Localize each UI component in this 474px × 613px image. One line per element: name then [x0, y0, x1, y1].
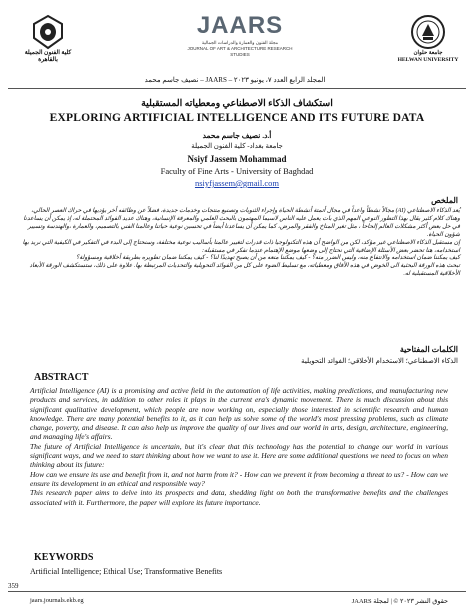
author-name-english: Nsiyf Jassem Mohammad [187, 154, 287, 164]
university-logo [388, 14, 468, 64]
abstract-english-paragraph: This research paper aims to delve into its prospects and data, shedding light on both the transformative benefits and the challenges associated with it. Furthermore, the paper will explore its future importance. [30, 488, 448, 507]
keywords-arabic: الذكاء الاصطناعي؛ الاستخدام الأخلاقي؛ الفوائد التحويلية [301, 357, 458, 365]
keywords-english-heading: KEYWORDS [34, 552, 94, 563]
keywords-arabic-heading: الكلمات المفتاحية [399, 345, 458, 354]
abstract-arabic [16, 208, 460, 279]
author-email-link[interactable]: nsiyfjassem@gmail.com [194, 178, 280, 188]
abstract-arabic-paragraph: كيف يمكننا ضمان استخدامه والانتفاع منه، وليس الضرر منه؟ - كيف يمكننا منعه من أن يصبح تهديدًا لنا؟ - كيف يمكننا ضمان تطويره بطريقة أخلاقية ومسؤولة؟ [75, 255, 460, 262]
abstract-english-paragraph: The future of Artificial Intelligence is uncertain, but it's clear that this technology has the potential to change our world in various significant ways, and we need to start thinking about how we want to use it. Here are some additional questions we need to focus on when thinking about its future: [30, 441, 448, 470]
issue-line: المجلد الرابع العدد ٧، يونيو ٢٠٢٣ – JAARS – نصيف جاسم محمد [144, 76, 326, 84]
footer-copyright: حقوق النشر ٢٠٢٣ © | لمجلة JAARS [351, 598, 448, 605]
title-english: EXPLORING ARTIFICIAL INTELLIGENCE AND ITS FUTURE DATA [49, 112, 425, 124]
university-crest-icon [409, 14, 447, 50]
page-number: 359 [8, 582, 19, 590]
abstract-english [30, 386, 448, 507]
journal-logo [180, 12, 300, 58]
header-divider [8, 88, 466, 89]
abstract-english-paragraph: How can we ensure its use and benefit from it, and not harm from it? - How can we prevent it from becoming a threat to us? - How can we ensure its development in an ethical and responsible way? [30, 469, 448, 488]
abstract-arabic-paragraph: يُعد الذكاء الاصطناعي (AI) مجالاً نشطاً واعداً في مجال أتمتة أنشطة الحياة وإجراء الثنويات وتصنيع منتجات وخدمات جديدة، فضلاً عن وظائفه أخر يؤديها في حراك العصر الحالي، وهناك كلام كثير يقال بهذا التطور النوعي المهم الذي بات يعمل عليه الناس لاسيما المهتمون بالبحث العلمي والمعرفة الإنسانية، وهناك عديد الفوائد المحتملة له، إذ يمكن أن يساعدنا في حل بعض أكثر مشكلات العالم إلحاحاً ، مثل تغير المناخ والفقر والمرض، كما يمكن أن يساعدنا أيضاً في تحسين نوعية حياتنا وعالمنا الفني بالتصميم، والعمارة ،والهندسة وتسيير شؤون الحياة. [23, 208, 460, 238]
footer-journal-url[interactable]: jaars.journals.ekb.eg [30, 597, 84, 604]
footer-divider [8, 591, 466, 592]
abstract-arabic-heading: الملخص [431, 196, 458, 205]
faculty-logo-caption: كلية الفنون الجميلة بالقاهرة [24, 50, 72, 63]
abstract-arabic-paragraph: تبحث هذه الورقة البحثية الى الخوض في هذه الأفاق ومعطياته، مع تسليط الضوء على كل من الفوائد التحويلية والتحديات المرتبطة بها. علاوة على ذلك، ستستكشف الورقة الأبعاد الأخلاقية المستقبلية له. [29, 263, 460, 278]
abstract-arabic-paragraph: إن مستقبل الذكاء الاصطناعي غير مؤكد، لكن من الواضح أن هذه التكنولوجيا ذات قدرات لتغيير عالمنا بأساليب نوعية مختلفة، وسنحتاج إلى البدء في التفكير في الكيفية التي نريد بها استخدامه، هنا تحضر بعض الأسئلة الإضافية التي نحتاج إلى وضعها موضع الإهتمام عندما نفكر في مستقبله: [22, 239, 460, 254]
journal-name-ar: مجلة الفنون والعمارة والدراسات الجمالية [201, 40, 279, 45]
abstract-english-paragraph: Artificial Intelligence (AI) is a promising and active field in the automation of life activities, making predictions, and manufacturing new products and services, in addition to other roles it plays in the current era's dynamic movement. There is much discussion about this significant qualitative development, which people are now working on, especially those interested in scientific research and human knowledge. There are many potential benefits to it, as it can help us solve some of the world's most pressing problems, such as climate change, poverty, and disease. It can also help us improve the quality of our lives and our world in arts, design, architecture, engineering, and managing life's affairs. [30, 386, 448, 442]
affiliation-english: Faculty of Fine Arts - University of Baghdad [160, 166, 314, 176]
abstract-english-heading: ABSTRACT [34, 372, 89, 383]
journal-logo-text: JAARS [196, 12, 284, 39]
author-name-arabic: أ.د. نصيف جاسم محمد [202, 131, 272, 140]
university-logo-caption: جامعة حلوان HELWAN UNIVERSITY [397, 50, 459, 63]
keywords-english: Artificial Intelligence; Ethical Use; Transformative Benefits [30, 567, 223, 576]
faculty-logo [8, 14, 88, 64]
affiliation-arabic: جامعة بغداد- كلية الفنون الجميلة [191, 142, 283, 150]
journal-name-en: JOURNAL OF ART & ARCHITECTURE RESEARCH STUDIES [187, 46, 293, 57]
faculty-emblem-icon [28, 14, 68, 50]
title-arabic: استكشاف الذكاء الاصطناعي ومعطياته المستقبلية [141, 99, 333, 109]
